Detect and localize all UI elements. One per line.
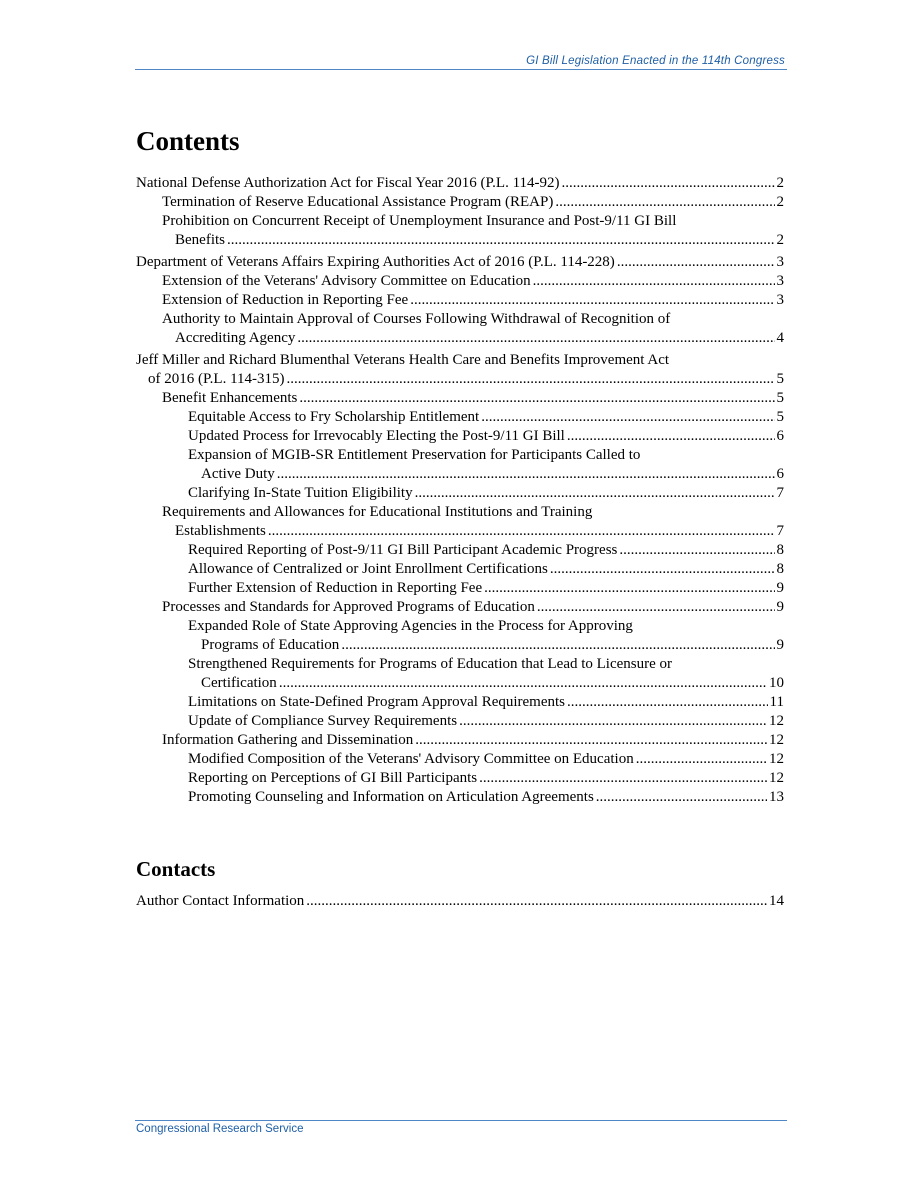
toc-entry[interactable] bbox=[136, 427, 784, 446]
toc-page-number: 3 bbox=[776, 292, 784, 308]
dot-leader bbox=[619, 541, 774, 560]
toc-entry[interactable] bbox=[136, 310, 784, 348]
toc-entry-title: Update of Compliance Survey Requirements bbox=[188, 713, 458, 729]
toc-entry-title: Author Contact Information bbox=[136, 893, 305, 909]
dot-leader bbox=[415, 731, 767, 750]
toc-page-number: 7 bbox=[776, 485, 784, 501]
toc-entry[interactable] bbox=[136, 272, 784, 291]
toc-page-number: 12 bbox=[769, 751, 784, 767]
toc-entry-title: Limitations on State-Defined Program Approval Requirements bbox=[188, 694, 566, 710]
toc-entry-title: Expanded Role of State Approving Agencies in the Process for Approving bbox=[188, 618, 633, 634]
toc-entry[interactable] bbox=[136, 174, 784, 193]
toc-entry-title: Expansion of MGIB-SR Entitlement Preservation for Participants Called to bbox=[188, 447, 641, 463]
dot-leader bbox=[484, 579, 774, 598]
toc-page-number: 2 bbox=[776, 175, 784, 191]
toc-entry-title: Active Duty bbox=[201, 466, 275, 482]
toc-entry-title: Jeff Miller and Richard Blumenthal Veterans Health Care and Benefits Improvement Act bbox=[136, 352, 670, 368]
toc-page-number: 6 bbox=[776, 428, 784, 444]
toc-page-number: 2 bbox=[776, 232, 784, 248]
toc-entry-title: Requirements and Allowances for Educational Institutions and Training bbox=[162, 504, 593, 520]
toc-entry-title: Clarifying In-State Tuition Eligibility bbox=[188, 485, 413, 501]
toc-entry-title: Modified Composition of the Veterans' Advisory Committee on Education bbox=[188, 751, 634, 767]
footer-org: Congressional Research Service bbox=[136, 1123, 304, 1135]
dot-leader bbox=[567, 693, 768, 712]
toc-entry-title: Programs of Education bbox=[201, 637, 340, 653]
toc-page-number: 12 bbox=[769, 713, 784, 729]
toc-entry[interactable] bbox=[136, 541, 784, 560]
toc-entry[interactable] bbox=[136, 693, 784, 712]
toc-entry-title: of 2016 (P.L. 114-315) bbox=[148, 371, 285, 387]
table-of-contents bbox=[136, 174, 784, 807]
toc-page-number: 5 bbox=[776, 371, 784, 387]
toc-entry[interactable] bbox=[136, 446, 784, 484]
toc-page-number: 13 bbox=[769, 789, 784, 805]
toc-page-number: 6 bbox=[776, 466, 784, 482]
toc-entry[interactable] bbox=[136, 750, 784, 769]
toc-page-number: 12 bbox=[769, 770, 784, 786]
toc-entry-title: Establishments bbox=[175, 523, 266, 539]
toc-page-number: 8 bbox=[776, 561, 784, 577]
dot-leader bbox=[481, 408, 774, 427]
toc-page-number: 5 bbox=[776, 409, 784, 425]
dot-leader bbox=[459, 712, 767, 731]
dot-leader bbox=[562, 174, 775, 193]
dot-leader bbox=[537, 598, 775, 617]
toc-entry-title: Allowance of Centralized or Joint Enrollment Certifications bbox=[188, 561, 548, 577]
toc-page-number: 3 bbox=[776, 254, 784, 270]
toc-entry[interactable] bbox=[136, 253, 784, 272]
toc-entry[interactable] bbox=[136, 579, 784, 598]
toc-page-number: 2 bbox=[776, 194, 784, 210]
dot-leader bbox=[297, 329, 774, 348]
dot-leader bbox=[596, 788, 767, 807]
toc-entry-title: Information Gathering and Dissemination bbox=[162, 732, 414, 748]
running-header: GI Bill Legislation Enacted in the 114th Congress bbox=[526, 55, 785, 67]
dot-leader bbox=[306, 892, 767, 911]
toc-page-number: 9 bbox=[776, 580, 784, 596]
toc-entry[interactable] bbox=[136, 484, 784, 503]
toc-entry-title: Benefit Enhancements bbox=[162, 390, 298, 406]
toc-entry-title: Extension of Reduction in Reporting Fee bbox=[162, 292, 409, 308]
dot-leader bbox=[227, 231, 775, 250]
toc-entry-title: Reporting on Perceptions of GI Bill Participants bbox=[188, 770, 478, 786]
toc-entry-title: Accrediting Agency bbox=[175, 330, 296, 346]
toc-entry[interactable] bbox=[136, 193, 784, 212]
toc-page-number: 11 bbox=[769, 694, 784, 710]
toc-entry-title: Prohibition on Concurrent Receipt of Unemployment Insurance and Post-9/11 GI Bill bbox=[162, 213, 677, 229]
toc-entry[interactable] bbox=[136, 389, 784, 408]
toc-entry[interactable] bbox=[136, 560, 784, 579]
toc-page-number: 7 bbox=[776, 523, 784, 539]
dot-leader bbox=[268, 522, 775, 541]
dot-leader bbox=[410, 291, 774, 310]
dot-leader bbox=[415, 484, 775, 503]
dot-leader bbox=[341, 636, 774, 655]
header-rule bbox=[135, 69, 787, 70]
dot-leader bbox=[299, 389, 774, 408]
dot-leader bbox=[617, 253, 775, 272]
toc-page-number: 14 bbox=[769, 893, 784, 909]
toc-entry[interactable] bbox=[136, 769, 784, 788]
dot-leader bbox=[277, 465, 775, 484]
dot-leader bbox=[279, 674, 767, 693]
toc-entry[interactable] bbox=[136, 655, 784, 693]
dot-leader bbox=[550, 560, 775, 579]
contacts-title: Contacts bbox=[136, 857, 216, 881]
toc-page-number: 12 bbox=[769, 732, 784, 748]
toc-entry-title: National Defense Authorization Act for Fiscal Year 2016 (P.L. 114-92) bbox=[136, 175, 560, 191]
toc-entry[interactable] bbox=[136, 212, 784, 250]
toc-entry-title: Extension of the Veterans' Advisory Committee on Education bbox=[162, 273, 531, 289]
toc-page-number: 8 bbox=[776, 542, 784, 558]
dot-leader bbox=[636, 750, 767, 769]
toc-entry[interactable] bbox=[136, 712, 784, 731]
dot-leader bbox=[287, 370, 775, 389]
toc-entry-title: Department of Veterans Affairs Expiring Authorities Act of 2016 (P.L. 114-228) bbox=[136, 254, 615, 270]
toc-entry-title: Updated Process for Irrevocably Electing the Post-9/11 GI Bill bbox=[188, 428, 565, 444]
toc-entry-title: Certification bbox=[201, 675, 277, 691]
toc-page-number: 5 bbox=[776, 390, 784, 406]
toc-entry-title: Promoting Counseling and Information on Articulation Agreements bbox=[188, 789, 594, 805]
contacts-list bbox=[136, 892, 784, 911]
dot-leader bbox=[479, 769, 767, 788]
toc-page-number: 4 bbox=[776, 330, 784, 346]
toc-entry-title: Further Extension of Reduction in Reporting Fee bbox=[188, 580, 483, 596]
toc-entry[interactable] bbox=[136, 408, 784, 427]
toc-page-number: 9 bbox=[776, 637, 784, 653]
toc-entry[interactable] bbox=[136, 617, 784, 655]
contents-title: Contents bbox=[136, 126, 240, 156]
toc-entry-title: Required Reporting of Post-9/11 GI Bill Participant Academic Progress bbox=[188, 542, 618, 558]
dot-leader bbox=[567, 427, 775, 446]
footer-rule bbox=[135, 1120, 787, 1121]
toc-entry[interactable] bbox=[136, 503, 784, 541]
dot-leader bbox=[533, 272, 775, 291]
toc-page-number: 3 bbox=[776, 273, 784, 289]
toc-entry[interactable] bbox=[136, 351, 784, 389]
dot-leader bbox=[555, 193, 774, 212]
toc-entry-title: Processes and Standards for Approved Programs of Education bbox=[162, 599, 535, 615]
toc-entry[interactable] bbox=[136, 598, 784, 617]
toc-entry-title: Authority to Maintain Approval of Courses Following Withdrawal of Recognition of bbox=[162, 311, 671, 327]
toc-entry-title: Strengthened Requirements for Programs of Education that Lead to Licensure or bbox=[188, 656, 673, 672]
toc-entry[interactable] bbox=[136, 892, 784, 911]
toc-entry-title: Termination of Reserve Educational Assistance Program (REAP) bbox=[162, 194, 554, 210]
toc-entry[interactable] bbox=[136, 291, 784, 310]
toc-entry-title: Benefits bbox=[175, 232, 225, 248]
toc-entry-title: Equitable Access to Fry Scholarship Entitlement bbox=[188, 409, 480, 425]
toc-entry[interactable] bbox=[136, 788, 784, 807]
toc-page-number: 10 bbox=[769, 675, 784, 691]
toc-entry[interactable] bbox=[136, 731, 784, 750]
toc-page-number: 9 bbox=[776, 599, 784, 615]
